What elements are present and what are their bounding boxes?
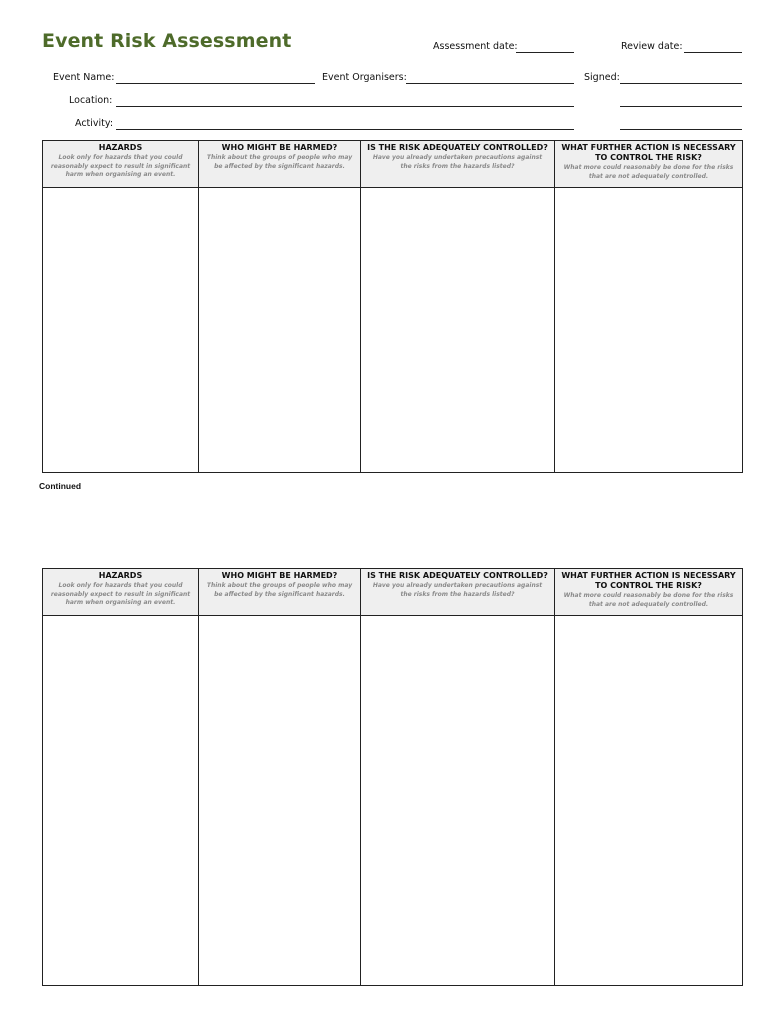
signed-field[interactable]	[620, 83, 742, 84]
column-header-further-action	[555, 569, 743, 616]
review-date-field[interactable]	[684, 52, 742, 53]
column-title: HAZARDS	[98, 143, 143, 152]
column-title: WHO MIGHT BE HARMED?	[221, 143, 338, 152]
risk-table-1	[42, 140, 743, 473]
review-date-label: Review date:	[621, 41, 683, 52]
who-harmed-cell[interactable]	[199, 616, 361, 986]
column-header-hazards	[43, 141, 199, 188]
location-field[interactable]	[116, 106, 574, 107]
column-title: WHO MIGHT BE HARMED?	[221, 571, 338, 580]
column-header-hazards	[43, 569, 199, 616]
assessment-date-label: Assessment date:	[433, 41, 518, 52]
event-name-label: Event Name:	[53, 72, 115, 83]
hazards-cell[interactable]	[43, 188, 199, 473]
column-title: WHAT FURTHER ACTION IS NECESSARY TO CONTROL THE RISK?	[561, 571, 736, 590]
further-action-cell[interactable]	[555, 188, 743, 473]
column-hint: What more could reasonably be done for the risks that are not adequately controlled.	[563, 164, 734, 180]
continued-label: Continued	[39, 481, 82, 491]
table-row	[43, 188, 743, 473]
event-name-field[interactable]	[116, 83, 315, 84]
activity-label: Activity:	[75, 118, 114, 129]
who-harmed-cell[interactable]	[199, 188, 361, 473]
column-hint: Have you already undertaken precautions against the risks from the hazards listed?	[372, 154, 543, 170]
event-organisers-field[interactable]	[406, 83, 574, 84]
table-header-row	[43, 569, 743, 616]
column-title: IS THE RISK ADEQUATELY CONTROLLED?	[367, 143, 548, 152]
risk-controlled-cell[interactable]	[361, 616, 555, 986]
column-hint: Have you already undertaken precautions against the risks from the hazards listed?	[372, 582, 543, 598]
column-hint: Look only for hazards that you could reasonably expect to result in significant harm when organising an event.	[50, 154, 191, 178]
location-label: Location:	[69, 95, 113, 106]
event-organisers-label: Event Organisers:	[322, 72, 407, 83]
column-header-risk-controlled	[361, 141, 555, 188]
hazards-cell[interactable]	[43, 616, 199, 986]
document-title: Event Risk Assessment	[42, 30, 292, 52]
column-title: WHAT FURTHER ACTION IS NECESSARY TO CONTROL THE RISK?	[561, 143, 736, 162]
column-header-further-action	[555, 141, 743, 188]
signature-line-2[interactable]	[620, 106, 742, 107]
column-hint: Think about the groups of people who may be affected by the significant hazards.	[206, 582, 353, 598]
further-action-cell[interactable]	[555, 616, 743, 986]
signature-line-3[interactable]	[620, 129, 742, 130]
table-header-row	[43, 141, 743, 188]
column-header-risk-controlled	[361, 569, 555, 616]
column-hint: Think about the groups of people who may be affected by the significant hazards.	[206, 154, 353, 170]
signed-label: Signed:	[584, 72, 620, 83]
column-header-who-harmed	[199, 141, 361, 188]
table-row	[43, 616, 743, 986]
column-title: IS THE RISK ADEQUATELY CONTROLLED?	[367, 571, 548, 580]
risk-table-2	[42, 568, 743, 986]
risk-controlled-cell[interactable]	[361, 188, 555, 473]
activity-field[interactable]	[116, 129, 574, 130]
column-header-who-harmed	[199, 569, 361, 616]
column-hint: Look only for hazards that you could reasonably expect to result in significant harm when organising an event.	[50, 582, 191, 606]
column-hint: What more could reasonably be done for the risks that are not adequately controlled.	[563, 592, 734, 608]
column-title: HAZARDS	[98, 571, 143, 580]
assessment-date-field[interactable]	[516, 52, 574, 53]
